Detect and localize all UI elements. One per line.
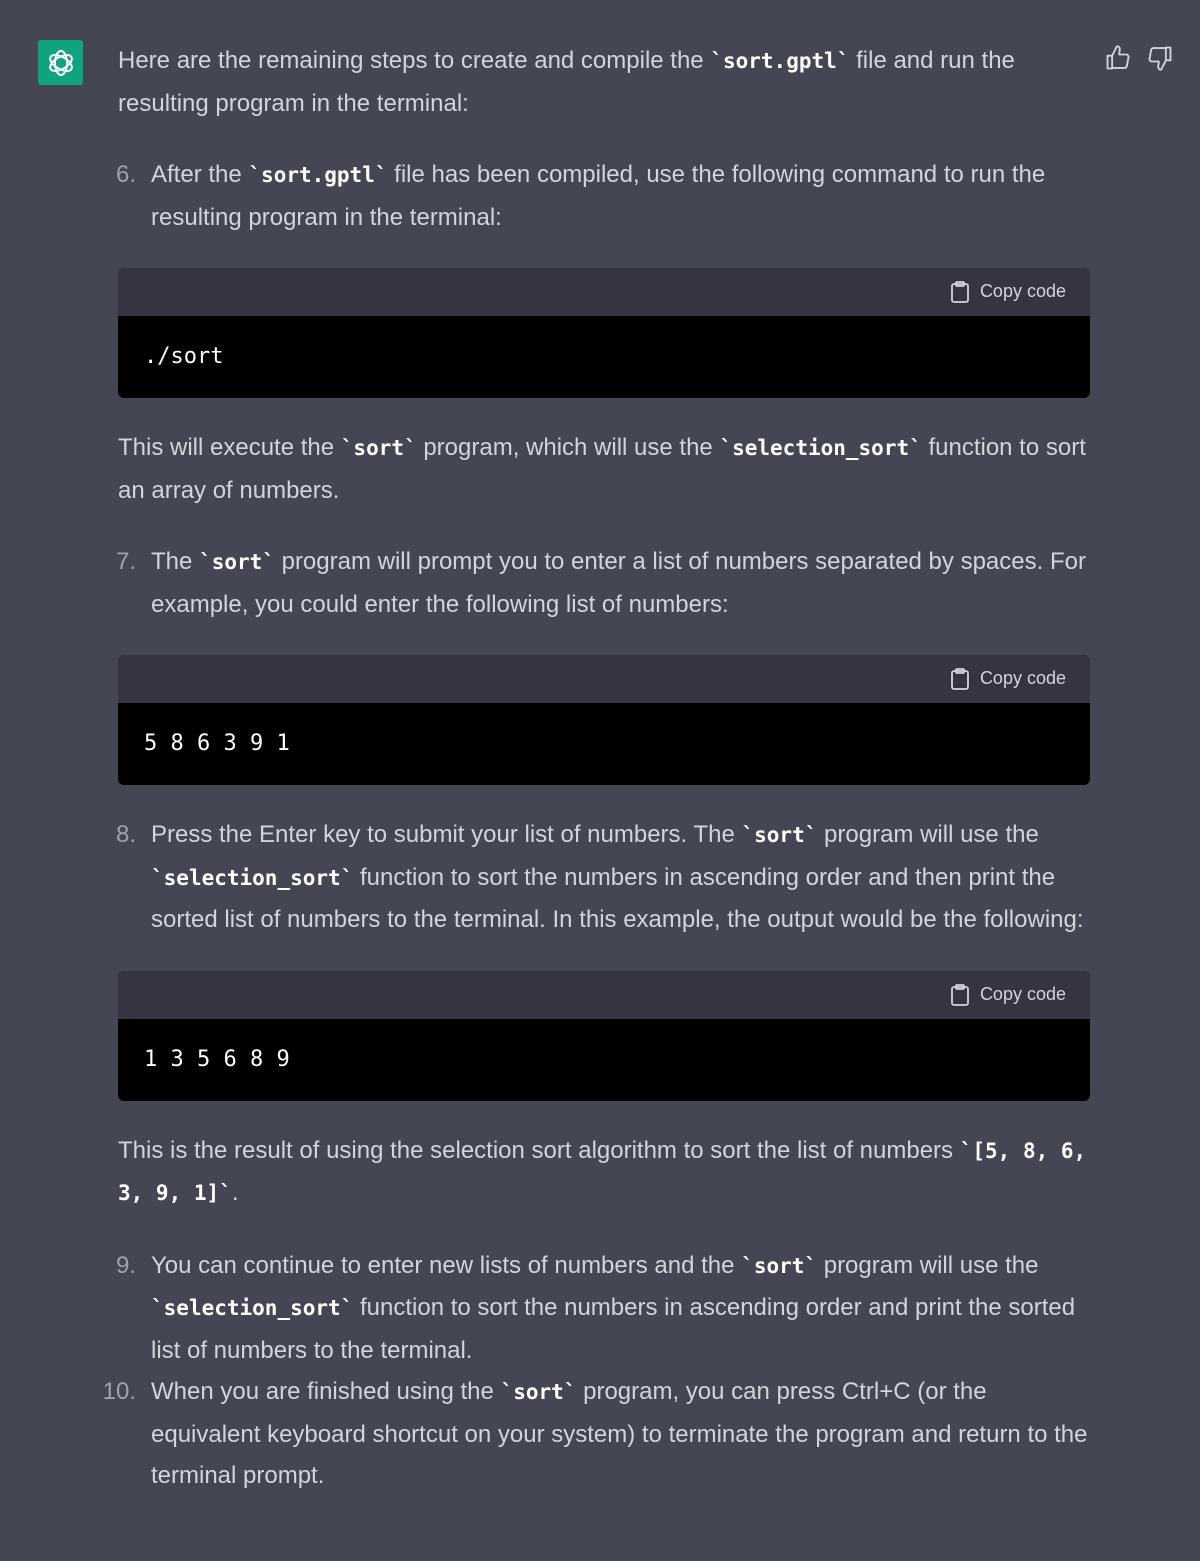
inline-code: sort: [754, 823, 805, 847]
steps-list-c: [115, 814, 1090, 941]
inline-code: selection_sort: [732, 436, 910, 460]
code-block-2: [118, 655, 1090, 785]
step-number: 10.: [102, 1378, 136, 1405]
assistant-avatar: [38, 40, 83, 85]
code-content: 1 3 5 6 8 9: [144, 1046, 290, 1072]
result-paragraph: This is the result of using the selection sort algorithm to sort the list of numbers `[5, 8, 6, 3, 9, 1]`.: [118, 1136, 1087, 1206]
clipboard-icon: [950, 984, 970, 1006]
copy-code-button[interactable]: Copy code: [950, 271, 1066, 313]
inline-code: sort: [513, 1380, 564, 1404]
step-6: 6. After the `sort.gptl` file has been compiled, use the following command to run the resulting program in the terminal:: [118, 154, 1090, 238]
inline-code: [5, 8, 6, 3, 9, 1]: [118, 1138, 1087, 1205]
inline-code: sort: [353, 436, 404, 460]
steps-list-b: [115, 541, 1090, 625]
step-number: 9.: [115, 1251, 136, 1279]
inline-code: sort.gptl: [261, 163, 375, 187]
inline-code: sort.gptl: [722, 49, 837, 73]
inline-code: sort: [753, 1253, 805, 1278]
explanation-paragraph: This will execute the `sort` program, which will use the `selection_sort` function to sort an array of numbers.: [118, 434, 1086, 504]
inline-code: selection_sort: [163, 865, 341, 890]
intro-paragraph: Here are the remaining steps to create and compile the `sort.gptl` file and run the resulting program in the terminal:: [118, 47, 1015, 117]
code-block-3: [118, 971, 1090, 1101]
clipboard-icon: [950, 668, 970, 690]
inline-code: selection_sort: [163, 1296, 341, 1320]
code-content: 5 8 6 3 9 1: [144, 731, 290, 757]
message-content: [102, 40, 1090, 1497]
copy-code-button[interactable]: Copy code: [950, 658, 1066, 700]
step-8: 8. Press the Enter key to submit your list of numbers. The `sort` program will use the `selection_sort` function to sort the numbers in ascending order and then print the sorted list of numbers to the terminal. In this example, the output would be the following:: [118, 814, 1090, 941]
code-content: ./sort: [144, 344, 224, 370]
code-block-header: [118, 268, 1090, 316]
feedback-buttons: [1104, 44, 1174, 72]
clipboard-icon: [950, 281, 970, 303]
steps-list-a: [115, 154, 1090, 238]
step-number: 7.: [115, 548, 136, 575]
step-9: 9. You can continue to enter new lists of numbers and the `sort` program will use the `selection_sort` function to sort the numbers in ascending order and print the sorted list of numbers to the terminal.: [118, 1245, 1090, 1372]
steps-list-d: [102, 1245, 1090, 1497]
thumbs-down-icon[interactable]: [1146, 44, 1174, 72]
copy-code-button[interactable]: Copy code: [950, 974, 1066, 1016]
code-block-header: [118, 971, 1090, 1019]
code-block-1: [118, 268, 1090, 398]
openai-logo-icon: [45, 47, 77, 79]
thumbs-up-icon[interactable]: [1104, 44, 1132, 72]
step-10: 10. When you are finished using the `sort` program, you can press Ctrl+C (or the equivalent keyboard shortcut on your system) to terminate the program and return to the terminal prompt.: [118, 1371, 1090, 1497]
step-number: 6.: [115, 161, 136, 188]
step-7: 7. The `sort` program will prompt you to enter a list of numbers separated by spaces. For example, you could enter the following list of numbers:: [118, 541, 1090, 625]
inline-code: sort: [211, 550, 263, 574]
step-number: 8.: [115, 821, 136, 848]
code-block-header: [118, 655, 1090, 703]
